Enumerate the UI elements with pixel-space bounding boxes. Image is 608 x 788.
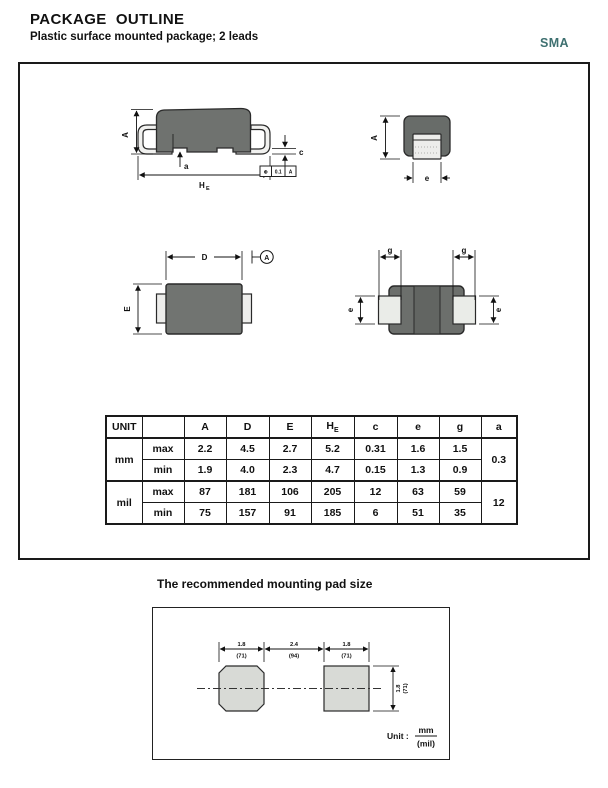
unit-denominator: (mil) (417, 738, 435, 749)
unit-mil: mil (106, 481, 142, 524)
lead-left (157, 294, 167, 323)
package-body (157, 109, 251, 153)
unit-numerator: mm (418, 725, 434, 735)
lead (413, 134, 441, 159)
header-c: c (354, 416, 397, 438)
package-body (166, 284, 242, 334)
cell: 0.9 (439, 460, 481, 482)
body-center-block (414, 286, 440, 334)
dim-mm: 2.4 (289, 642, 299, 648)
dim-label-A: A (370, 135, 379, 141)
dim-mm: 1.8 (396, 684, 402, 693)
dim-label-e: e (346, 307, 355, 313)
dim-label-H: H (199, 181, 205, 190)
table-row-mil-min (106, 503, 517, 525)
header-HE-sub: E (333, 427, 339, 435)
dim-mil: (94) (288, 653, 300, 660)
cell: 2.7 (269, 438, 311, 460)
cell: 5.2 (311, 438, 354, 460)
cell-a-mm: 0.3 (481, 438, 517, 481)
tolerance-value: 0.1 (274, 169, 282, 176)
unit-note (387, 725, 437, 749)
tolerance-frame (260, 166, 296, 177)
row-label-min: min (142, 460, 184, 482)
dim-e-left (346, 296, 375, 324)
header-g: g (439, 416, 481, 438)
dimensions-table (105, 415, 518, 525)
dim-c-side (272, 135, 304, 167)
page-subtitle: Plastic surface mounted package; 2 leads (30, 31, 259, 43)
cell: 2.3 (269, 460, 311, 482)
pad-right (453, 296, 476, 324)
dim-pad-gap (265, 642, 323, 660)
cell: 4.7 (311, 460, 354, 482)
row-label-max: max (142, 438, 184, 460)
cell: 75 (184, 503, 226, 525)
dim-a-side (180, 152, 189, 171)
cell: 185 (311, 503, 354, 525)
row-label-min: min (142, 503, 184, 525)
dim-label-H-sub: E (206, 186, 210, 192)
page-title: PACKAGE OUTLINE (30, 11, 185, 28)
pads (197, 666, 383, 711)
dim-right-pad-width (324, 642, 369, 662)
cell: 0.31 (354, 438, 397, 460)
cell: 2.2 (184, 438, 226, 460)
cell: 181 (226, 481, 269, 503)
cell: 59 (439, 481, 481, 503)
datum-letter: A (264, 254, 270, 262)
dim-label-D: D (201, 253, 208, 262)
dim-label-c: c (299, 148, 304, 157)
header-blank (142, 416, 184, 438)
dim-mm: 1.8 (237, 642, 246, 648)
unit-mm: mm (106, 438, 142, 481)
pad-left (379, 296, 402, 324)
cell: 1.6 (397, 438, 439, 460)
dim-label-a: a (184, 162, 189, 171)
header-HE-main: H (326, 419, 334, 432)
dim-label-e: e (494, 307, 503, 313)
dim-mil: (71) (236, 653, 247, 660)
header-HE (311, 416, 354, 438)
dim-label-e: e (424, 174, 430, 183)
dim-HE-side (138, 156, 270, 192)
dim-mil: (71) (403, 683, 409, 694)
header-A: A (184, 416, 226, 438)
cell: 51 (397, 503, 439, 525)
cell: 4.5 (226, 438, 269, 460)
cell-a-mil: 12 (481, 481, 517, 524)
cell: 0.15 (354, 460, 397, 482)
mounting-pad-drawing (153, 608, 448, 758)
dim-e-end (404, 162, 450, 183)
side-view (121, 109, 304, 193)
end-view (370, 116, 450, 183)
header-unit: UNIT (106, 416, 142, 438)
dim-left-pad-width (219, 642, 264, 662)
table-row-mil-max (106, 481, 517, 503)
mounting-pad-title: The recommended mounting pad size (157, 577, 373, 591)
table-row-mm-max (106, 438, 517, 460)
cell: 4.0 (226, 460, 269, 482)
datum-A-symbol (252, 251, 273, 264)
row-label-max: max (142, 481, 184, 503)
mounting-pad-box (152, 607, 450, 760)
tolerance-datum: A (288, 169, 293, 176)
table-row-mm-min (106, 460, 517, 482)
cell: 106 (269, 481, 311, 503)
cell: 1.5 (439, 438, 481, 460)
cell: 91 (269, 503, 311, 525)
top-view (123, 251, 273, 335)
dim-label-g: g (461, 246, 467, 255)
cell: 205 (311, 481, 354, 503)
dim-label-g: g (387, 246, 393, 255)
dim-A-side (121, 110, 153, 155)
cell: 6 (354, 503, 397, 525)
dim-mil: (71) (341, 653, 352, 660)
header-D: D (226, 416, 269, 438)
dim-e-right (479, 296, 503, 324)
dim-D-top (166, 251, 242, 280)
header-a: a (481, 416, 517, 438)
cell: 157 (226, 503, 269, 525)
dim-mm: 1.8 (342, 642, 351, 648)
lead-right (242, 294, 252, 323)
cell: 87 (184, 481, 226, 503)
cell: 1.3 (397, 460, 439, 482)
package-code: SMA (540, 36, 569, 50)
dim-label-A: A (121, 132, 130, 138)
table-header-row (106, 416, 517, 438)
dim-A-end (370, 116, 400, 159)
dim-label-E: E (123, 306, 132, 312)
unit-prefix: Unit : (387, 731, 409, 741)
position-tolerance-icon: ⊕ (263, 169, 268, 176)
cell: 1.9 (184, 460, 226, 482)
header-e: e (397, 416, 439, 438)
header-E: E (269, 416, 311, 438)
cell: 35 (439, 503, 481, 525)
bottom-view (346, 246, 503, 334)
cell: 63 (397, 481, 439, 503)
cell: 12 (354, 481, 397, 503)
